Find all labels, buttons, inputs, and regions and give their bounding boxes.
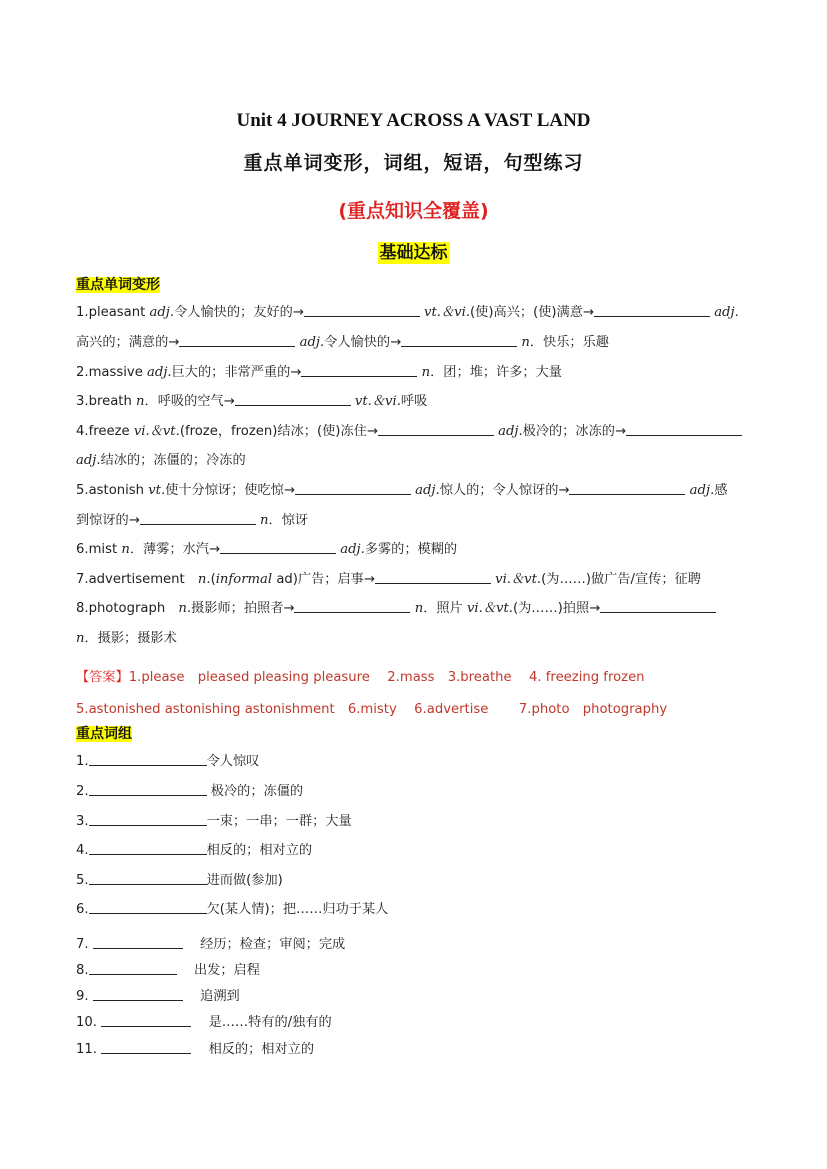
phrase-item: 9. 追溯到 (76, 989, 240, 1004)
answer-line: 5.astonished astonishing astonishment 6.misty 6.advertise 7.photo photography (76, 702, 668, 717)
answer-blank[interactable] (89, 753, 207, 766)
answer-blank[interactable] (89, 813, 207, 826)
answer-blank[interactable] (89, 783, 207, 796)
phrase-item: 2. 极冷的；冻僵的 (76, 784, 304, 799)
answer-blank[interactable] (375, 571, 491, 584)
answer-blank[interactable] (101, 1014, 191, 1027)
item-line: n．摄影；摄影术 (76, 631, 177, 646)
phrase-item: 1. 令人惊叹 (76, 754, 260, 769)
answer-blank[interactable] (89, 901, 207, 914)
phrase-item: 7. 经历；检查；审阅；完成 (76, 937, 346, 952)
phrase-item: 10. 是……特有的/独有的 (76, 1015, 332, 1030)
phrase-item: 4. 相反的；相对立的 (76, 843, 313, 858)
answer-blank[interactable] (594, 304, 710, 317)
section-heading-phrases: 重点词组 (76, 726, 132, 742)
item-line: 2.massive adj.巨大的；非常严重的→ n．团；堆；许多；大量 (76, 365, 562, 380)
answer-blank[interactable] (304, 304, 420, 317)
item-line: 4.freeze vi.＆vt.(froze，frozen)结冰；(使)冻住→ adj.极冷的；冰冻的→ (76, 420, 756, 439)
answer-blank[interactable] (600, 600, 716, 613)
answer-blank[interactable] (89, 872, 207, 885)
answer-blank[interactable] (93, 936, 183, 949)
item-line: 8.photograph n.摄影师；拍照者→ n．照片 vi.＆vt.(为……)拍照→ (76, 597, 756, 616)
answer-blank[interactable] (220, 541, 336, 554)
item-line: adj.结冰的；冻僵的；冷冻的 (76, 453, 246, 468)
answer-blank[interactable] (569, 482, 685, 495)
item-line: 5.astonish vt.使十分惊讶；使吃惊→ adj.惊人的；令人惊讶的→ adj.感 (76, 483, 728, 498)
answer-blank[interactable] (89, 962, 177, 975)
answer-blank[interactable] (295, 482, 411, 495)
subtitle: (重点知识全覆盖) (338, 200, 489, 222)
section-heading-word-forms: 重点单词变形 (76, 277, 160, 293)
phrase-item: 3. 一束；一串；一群；大量 (76, 814, 352, 829)
answer-blank[interactable] (378, 423, 494, 436)
answer-blank[interactable] (235, 393, 351, 406)
answer-blank[interactable] (626, 423, 742, 436)
answer-blank[interactable] (301, 364, 417, 377)
item-line: 1.pleasant adj.令人愉快的；友好的→ vt.＆vi.(使)高兴；(使)满意→ adj. (76, 305, 739, 320)
phrase-item: 6. 欠(某人情)；把……归功于某人 (76, 902, 389, 917)
title-english: Unit 4 JOURNEY ACROSS A VAST LAND (236, 110, 591, 131)
phrase-item: 8. 出发；启程 (76, 963, 260, 978)
title-chinese: 重点单词变形，词组，短语，句型练习 (243, 152, 584, 174)
item-line: 7.advertisement n.(informal ad)广告；启事→ vi.＆vt.(为……)做广告/宣传；征聘 (76, 572, 701, 587)
answer-blank[interactable] (89, 842, 207, 855)
answer-blank[interactable] (401, 334, 517, 347)
phrase-item: 5. 进而做(参加) (76, 873, 283, 888)
level-label: 基础达标 (379, 243, 448, 263)
item-line: 3.breath n．呼吸的空气→ vt.＆vi.呼吸 (76, 394, 428, 409)
item-line: 到惊讶的→ n．惊讶 (76, 513, 309, 528)
answer-blank[interactable] (179, 334, 295, 347)
answer-line: 【答案】1.please pleased pleasing pleasure 2.mass 3.breathe 4. freezing frozen (76, 670, 645, 685)
level-heading (0, 238, 827, 263)
answer-blank[interactable] (294, 600, 410, 613)
answer-blank[interactable] (93, 988, 183, 1001)
answer-tag: 【答案】 (76, 670, 129, 685)
item-line: 6.mist n．薄雾；水汽→ adj.多雾的；模糊的 (76, 542, 458, 557)
item-line: 高兴的；满意的→ adj.令人愉快的→ n．快乐；乐趣 (76, 335, 609, 350)
answer-blank[interactable] (140, 512, 256, 525)
answer-blank[interactable] (101, 1041, 191, 1054)
phrase-item: 11. 相反的；相对立的 (76, 1042, 315, 1057)
